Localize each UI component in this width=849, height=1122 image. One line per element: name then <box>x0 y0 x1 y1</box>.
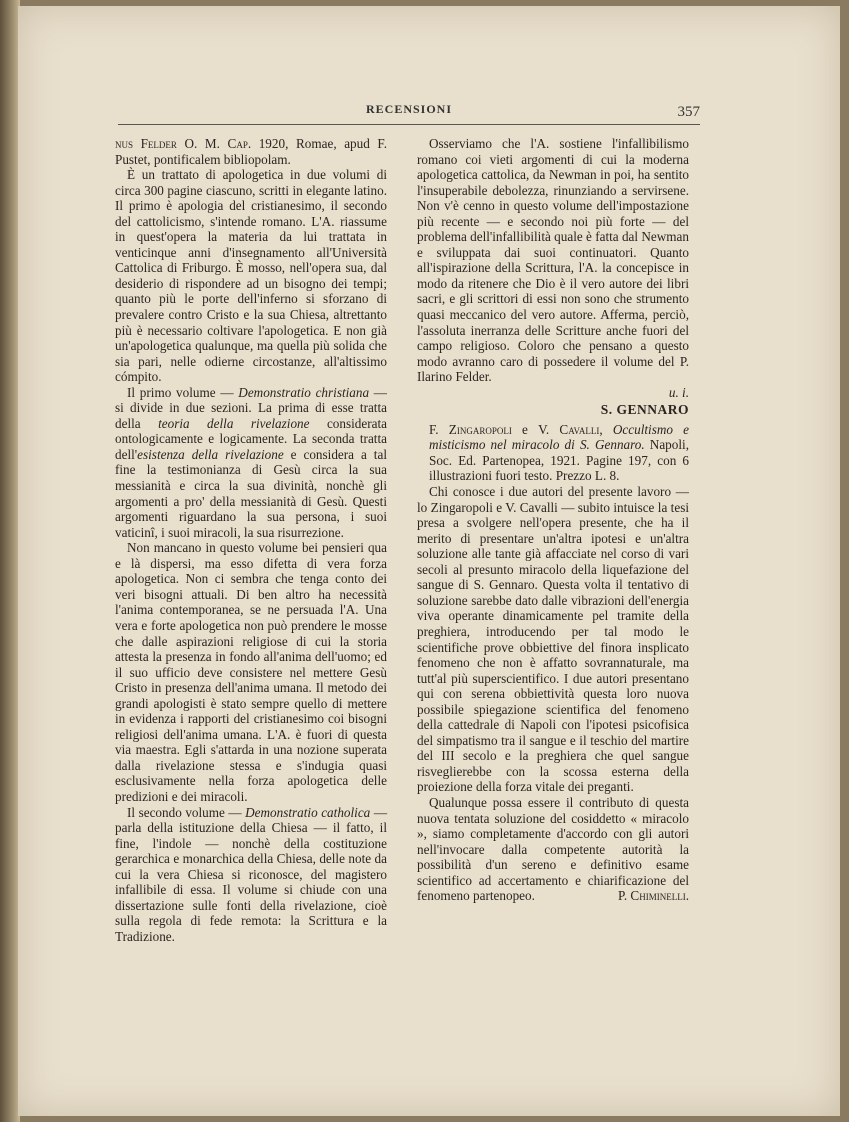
text-run: — si divide in due sezioni. La prima di esse tratta della <box>115 384 387 431</box>
paragraph: Non mancano in questo volume bei pensieri qua e là dispersi, ma esso difetta di vera forza apologetica. Non ci sembra che tenga conto dei veri bisogni attuali. Di ben altro ha necessità l'anima contemporanea, se ne persuada l'A. Una vera e forte apologetica non può prendere le mosse che dalle aspirazioni religiose di cui la storia attesta la presenza in fondo all'anima dell'uomo; ed il suo ufficio deve consistere nel mettere Gesù Cristo in presenza dell'anima umana. Il metodo dei grandi apologisti è stato sempre quello di mettere in evidenza i rapporti del cristianesimo coi bisogni religiosi dell'anima umana. L'A. è fuori di questa via maestra. Egli s'attarda in una nozione superata dalla rivelazione stessa e s'indugia quasi esclusivamente nella forza apologetica delle predizioni e dei miracoli. <box>115 540 387 804</box>
text-run: Il primo volume — <box>127 384 239 400</box>
citation-author: nus Felder O. M. Cap. <box>115 136 252 151</box>
text-run: Qualunque possa essere il contributo di questa nuova tentata soluzione del cosiddetto « miracolo », siamo completamente d'accordo con gli autori nell'invocare dalla competente autorità la possibilità d'un sereno e definitivo esame scientifico ad accertamento e chiarificazione del fenomeno partenopeo. <box>417 794 689 904</box>
section-heading: S. GENNARO <box>600 402 689 418</box>
italic-title: Demonstratio catholica <box>245 804 371 820</box>
italic-title: Occultismo e misticismo nel miracolo di S. Gennaro. <box>429 421 689 453</box>
italic-term: esistenza della rivelazione <box>137 446 284 462</box>
page-header <box>118 100 700 125</box>
book-spine-shadow <box>0 0 20 1122</box>
running-title: RECENSIONI <box>365 102 453 116</box>
italic-term: teoria della rivelazione <box>158 415 310 431</box>
citation-author: F. Zingaropoli <box>429 421 512 437</box>
book-citation <box>417 422 689 484</box>
paragraph <box>115 805 387 945</box>
text-run: considerata ontologicamente e logicamente. La seconda tratta dell' <box>115 415 387 462</box>
citation-author: V. Cavalli <box>538 421 600 437</box>
reviewer-signature: P. Chiminelli. <box>617 888 689 904</box>
paragraph: Chi conosce i due autori del presente lavoro — lo Zingaropoli e V. Cavalli — subito intuisce la tesi presa a svolgere nell'opera presente, che ha il merito di presentare un'altra ipotesi e un'altra soluzione alle tante già affacciate nel corso di vari secoli al presunto miracolo della liquefazione del sangue di S. Gennaro. Questa volta il tentativo di soluzione sarebbe dato dalle vibrazioni dell'energia viva operante dinamicamente pel tramite della preghiera, introducendo per tal modo le scientifiche prove obbiettive del finora insplicato fenomeno che non è affatto sovrannaturale, ma tutt'al più superscientifico. I due autori presentano qui con serena obbiettività questa loro nuova possibile spiegazione scientifica del fenomeno della cattedrale di Napoli con l'ipotesi psicofisica del simpatismo tra il sangue e il teschio del martire del III secolo e la preghiera che quel sangue risveglierebbe con la scossa esterna della proiezione della forza vitale dei preganti. <box>417 484 689 795</box>
text-run: — parla della istituzione della Chiesa — il fatto, il fine, l'indole — nonchè della costituzione gerarchica e monarchica della Chiesa, delle note da cui la vera Chiesa si riconosce, del magistero infallibile di essa. Il volume si chiude con una dissertazione sulle fonti della rivelazione, cioè sulla regola di fede remota: la Scrittura e la Tradizione. <box>115 804 387 944</box>
citation-publisher: Napoli, Soc. Ed. Partenopea, 1921. Pagine 197, con 6 illustrazioni fuori testo. Prezzo L. 8. <box>429 437 689 484</box>
italic-title: Demonstratio christiana <box>238 384 370 400</box>
paragraph <box>417 795 689 904</box>
citation-publisher: 1920, Romae, apud F. Pustet, pontificalem bibliopolam. <box>115 136 387 167</box>
text-run: e <box>511 421 539 437</box>
paragraph <box>115 385 387 540</box>
right-column <box>417 136 689 904</box>
page-number: 357 <box>677 104 700 120</box>
text-run: Il secondo volume — <box>127 804 246 820</box>
reviewer-initials: u. i. <box>668 384 689 400</box>
book-citation-continuation <box>115 136 387 167</box>
text-run: , <box>599 421 613 437</box>
paragraph: Osserviamo che l'A. sostiene l'infallibilismo romano coi vieti argomenti di cui la moderna apologetica cattolica, da Newman in poi, ha sentito l'insuperabile debolezza, rinunziando a servirsene. Non v'è cenno in questo volume dell'impostazione più recente — e secondo noi più forte — del problema dell'infallibilità quale è fatta dal Newman e sviluppata dai suoi continuatori. Quanto all'ispirazione della Scrittura, l'A. la concepisce in modo da ritenere che Dio è il vero autore dei libri sacri, e gli scrittori di essi non sono che strumento quasi meccanico del vero autore. Afferma, perciò, l'assoluta inerranza delle Scritture anche fuori del campo religioso. Coloro che pensano a questo modo avranno caro di possedere il volume del P. Ilarino Felder. <box>417 136 689 385</box>
left-column <box>115 136 387 944</box>
paragraph: È un trattato di apologetica in due volumi di circa 300 pagine ciascuno, scritti in elegante latino. Il primo è apologia del cristianesimo, il secondo del cattolicismo, s'intende romano. L'A. riassume in quest'opera la materia da lui trattata in venticinque anni d'insegnamento all'Università Cattolica di Friburgo. È mosso, nell'opera sua, dal desiderio di rispondere ad un bisogno dei tempi; quanto più le porte dell'inferno si sforzano di prevalere contro Cristo e la sua Chiesa, altrettanto più è necessario coltivare l'apologetica. E non già un'apologetica qualunque, ma quella più solida che sia pari, nelle odierne circostanze, all'altissimo cómpito. <box>115 167 387 385</box>
text-run: e considera a tal fine la testimonianza di Gesù circa la sua messianità e circa la sua divinità, nonchè gli argomenti a pro' della messianità di Gesù. Questi argomenti riguardano la sua persona, i suoi vaticinî, i suoi miracoli, la sua risurrezione. <box>115 446 387 540</box>
